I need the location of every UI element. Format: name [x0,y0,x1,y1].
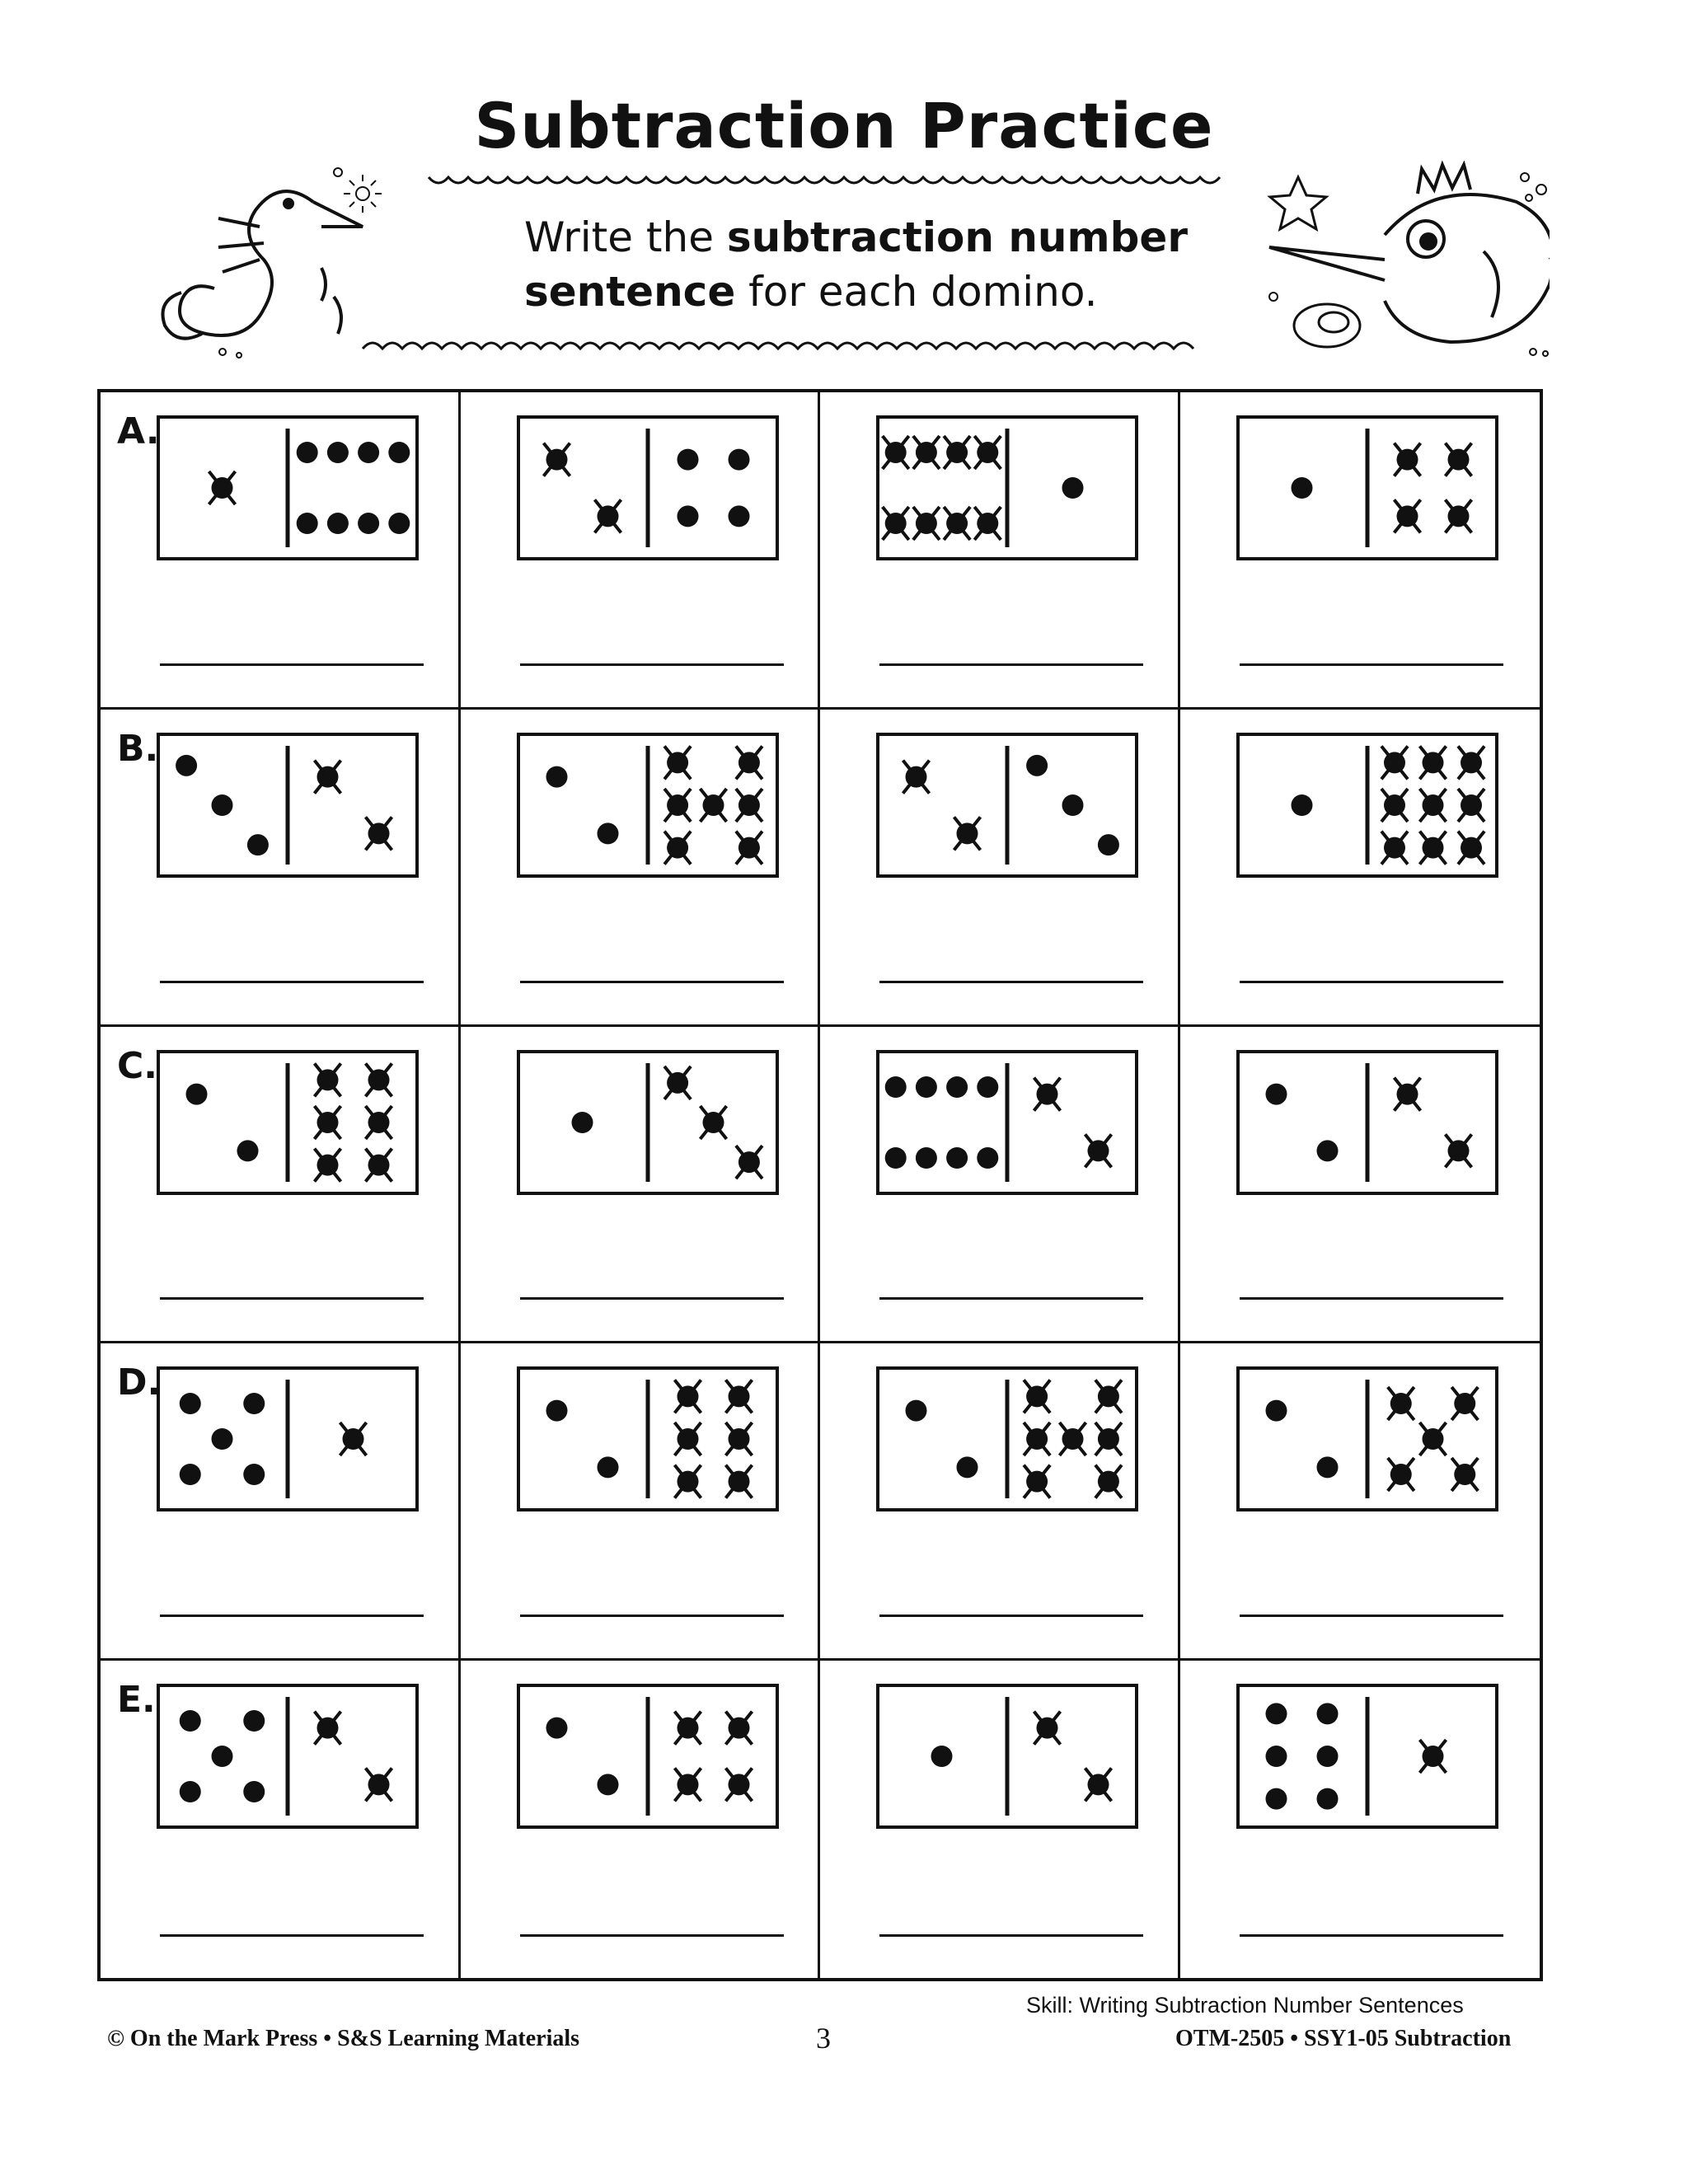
domino-cell [1180,1027,1540,1344]
left-pip [1316,1140,1338,1161]
left-pip [916,1076,937,1098]
domino [517,1366,779,1511]
answer-line[interactable] [879,663,1143,666]
answer-line[interactable] [520,1934,784,1937]
right-pip [1098,834,1119,855]
left-pip [1265,1788,1287,1810]
answer-line[interactable] [1240,1297,1503,1300]
domino-cell [820,1343,1180,1661]
domino [157,415,419,560]
left-pip [243,1781,265,1802]
domino [1236,1050,1498,1195]
domino-cell [461,1661,821,1978]
left-pip [977,1147,998,1169]
starfish-icon [1270,177,1326,229]
domino [157,1366,419,1511]
left-pip [885,1076,907,1098]
answer-line[interactable] [1240,663,1503,666]
answer-line[interactable] [160,981,424,983]
left-pip [546,1400,567,1422]
answer-line[interactable] [879,1615,1143,1617]
row-label: C. [117,1044,158,1087]
left-pip [243,1464,265,1485]
left-pip [237,1140,259,1161]
domino-cell [1180,392,1540,710]
left-pip [1316,1704,1338,1725]
left-pip [247,834,269,855]
left-pip [1316,1746,1338,1767]
right-pip [388,442,410,463]
left-pip [946,1076,968,1098]
answer-line[interactable] [879,1934,1143,1937]
left-pip [546,766,567,787]
instruction-text-pre: Write the [524,213,727,261]
left-pip [176,755,197,776]
domino-cell [101,1343,461,1661]
domino-cell [461,1343,821,1661]
answer-line[interactable] [160,1297,424,1300]
left-pip [916,1147,937,1169]
answer-line[interactable] [520,663,784,666]
left-pip [180,1393,201,1414]
product-code: OTM-2505 • SSY1-05 Subtraction [1175,2026,1512,2051]
domino [876,1050,1138,1195]
left-pip [946,1147,968,1169]
right-pip [677,449,698,471]
left-pip [212,1428,233,1450]
left-pip [957,1457,978,1479]
domino-cell [101,392,461,710]
right-pip [358,513,379,534]
answer-line[interactable] [160,663,424,666]
left-pip [180,1781,201,1802]
left-pip [212,1746,233,1767]
left-pip [977,1076,998,1098]
left-pip [571,1112,593,1133]
left-pip [243,1710,265,1732]
left-pip [1265,1704,1287,1725]
left-pip [186,1083,208,1104]
left-pip [1291,794,1312,816]
right-pip [388,513,410,534]
row-label: B. [117,727,159,770]
left-pip [597,1457,618,1479]
left-pip [1265,1083,1287,1104]
answer-line[interactable] [1240,981,1503,983]
right-pip [358,442,379,463]
domino [157,1684,419,1829]
domino-grid [97,389,1543,1981]
domino [876,733,1138,878]
domino [876,415,1138,560]
left-pip [180,1464,201,1485]
answer-line[interactable] [1240,1615,1503,1617]
domino [1236,415,1498,560]
domino [876,1684,1138,1829]
left-pip [1316,1788,1338,1810]
row-label: D. [117,1361,162,1404]
left-pip [885,1147,907,1169]
domino-cell [820,710,1180,1027]
answer-line[interactable] [520,1297,784,1300]
domino [876,1366,1138,1511]
answer-line[interactable] [520,1615,784,1617]
right-pip [1062,794,1084,816]
bubbles-left [219,168,342,358]
domino [1236,1366,1498,1511]
row-label: E. [117,1679,156,1722]
domino-cell [461,392,821,710]
left-pip [597,1774,618,1796]
domino [157,1050,419,1195]
sun-sparkle-icon [344,175,382,213]
domino [517,1684,779,1829]
answer-line[interactable] [160,1615,424,1617]
right-pip [728,449,749,471]
left-pip [1265,1400,1287,1422]
domino-cell [820,1661,1180,1978]
wave-bottom-border [363,343,1193,349]
right-pip [297,513,318,534]
instructions [524,210,1266,319]
left-pip [212,794,233,816]
left-pip [906,1400,927,1422]
domino [1236,733,1498,878]
wave-top-border [429,177,1220,183]
fish-icon [1269,165,1550,342]
left-pip [1265,1746,1287,1767]
right-pip [327,442,349,463]
left-pip [597,823,618,844]
row-label: A. [117,410,160,452]
answer-line[interactable] [160,1934,424,1937]
domino [517,415,779,560]
left-pip [180,1710,201,1732]
domino-cell [1180,1343,1540,1661]
right-pip [1026,755,1048,776]
domino-cell [101,1027,461,1344]
answer-line[interactable] [1240,1934,1503,1937]
domino-cell [461,710,821,1027]
domino-cell [101,1661,461,1978]
left-pip [1291,477,1312,499]
domino-cell [1180,1661,1540,1978]
seahorse-icon [163,191,363,338]
left-pip [546,1718,567,1739]
left-pip [931,1746,953,1767]
answer-line[interactable] [879,981,1143,983]
domino-cell [1180,710,1540,1027]
instruction-bold-2: sentence [524,268,736,316]
domino-cell [101,710,461,1027]
copyright: © On the Mark Press • S&S Learning Materials [107,2026,580,2051]
domino [157,733,419,878]
domino [1236,1684,1498,1829]
answer-line[interactable] [879,1297,1143,1300]
domino-cell [820,392,1180,710]
skill-note: Skill: Writing Subtraction Number Sentences [1026,1993,1464,2018]
left-pip [1316,1457,1338,1479]
domino-cell [461,1027,821,1344]
right-pip [297,442,318,463]
page-title: Subtraction Practice [474,89,1214,162]
instruction-bold-1: subtraction number [726,213,1188,261]
right-pip [677,505,698,527]
answer-line[interactable] [520,981,784,983]
left-pip [243,1393,265,1414]
right-pip [1062,477,1084,499]
shell-icon [1294,304,1360,347]
right-pip [728,505,749,527]
domino [517,1050,779,1195]
domino [517,733,779,878]
instruction-text-post: for each domino. [735,268,1098,316]
domino-cell [820,1027,1180,1344]
page-number: 3 [816,2022,831,2055]
right-pip [327,513,349,534]
